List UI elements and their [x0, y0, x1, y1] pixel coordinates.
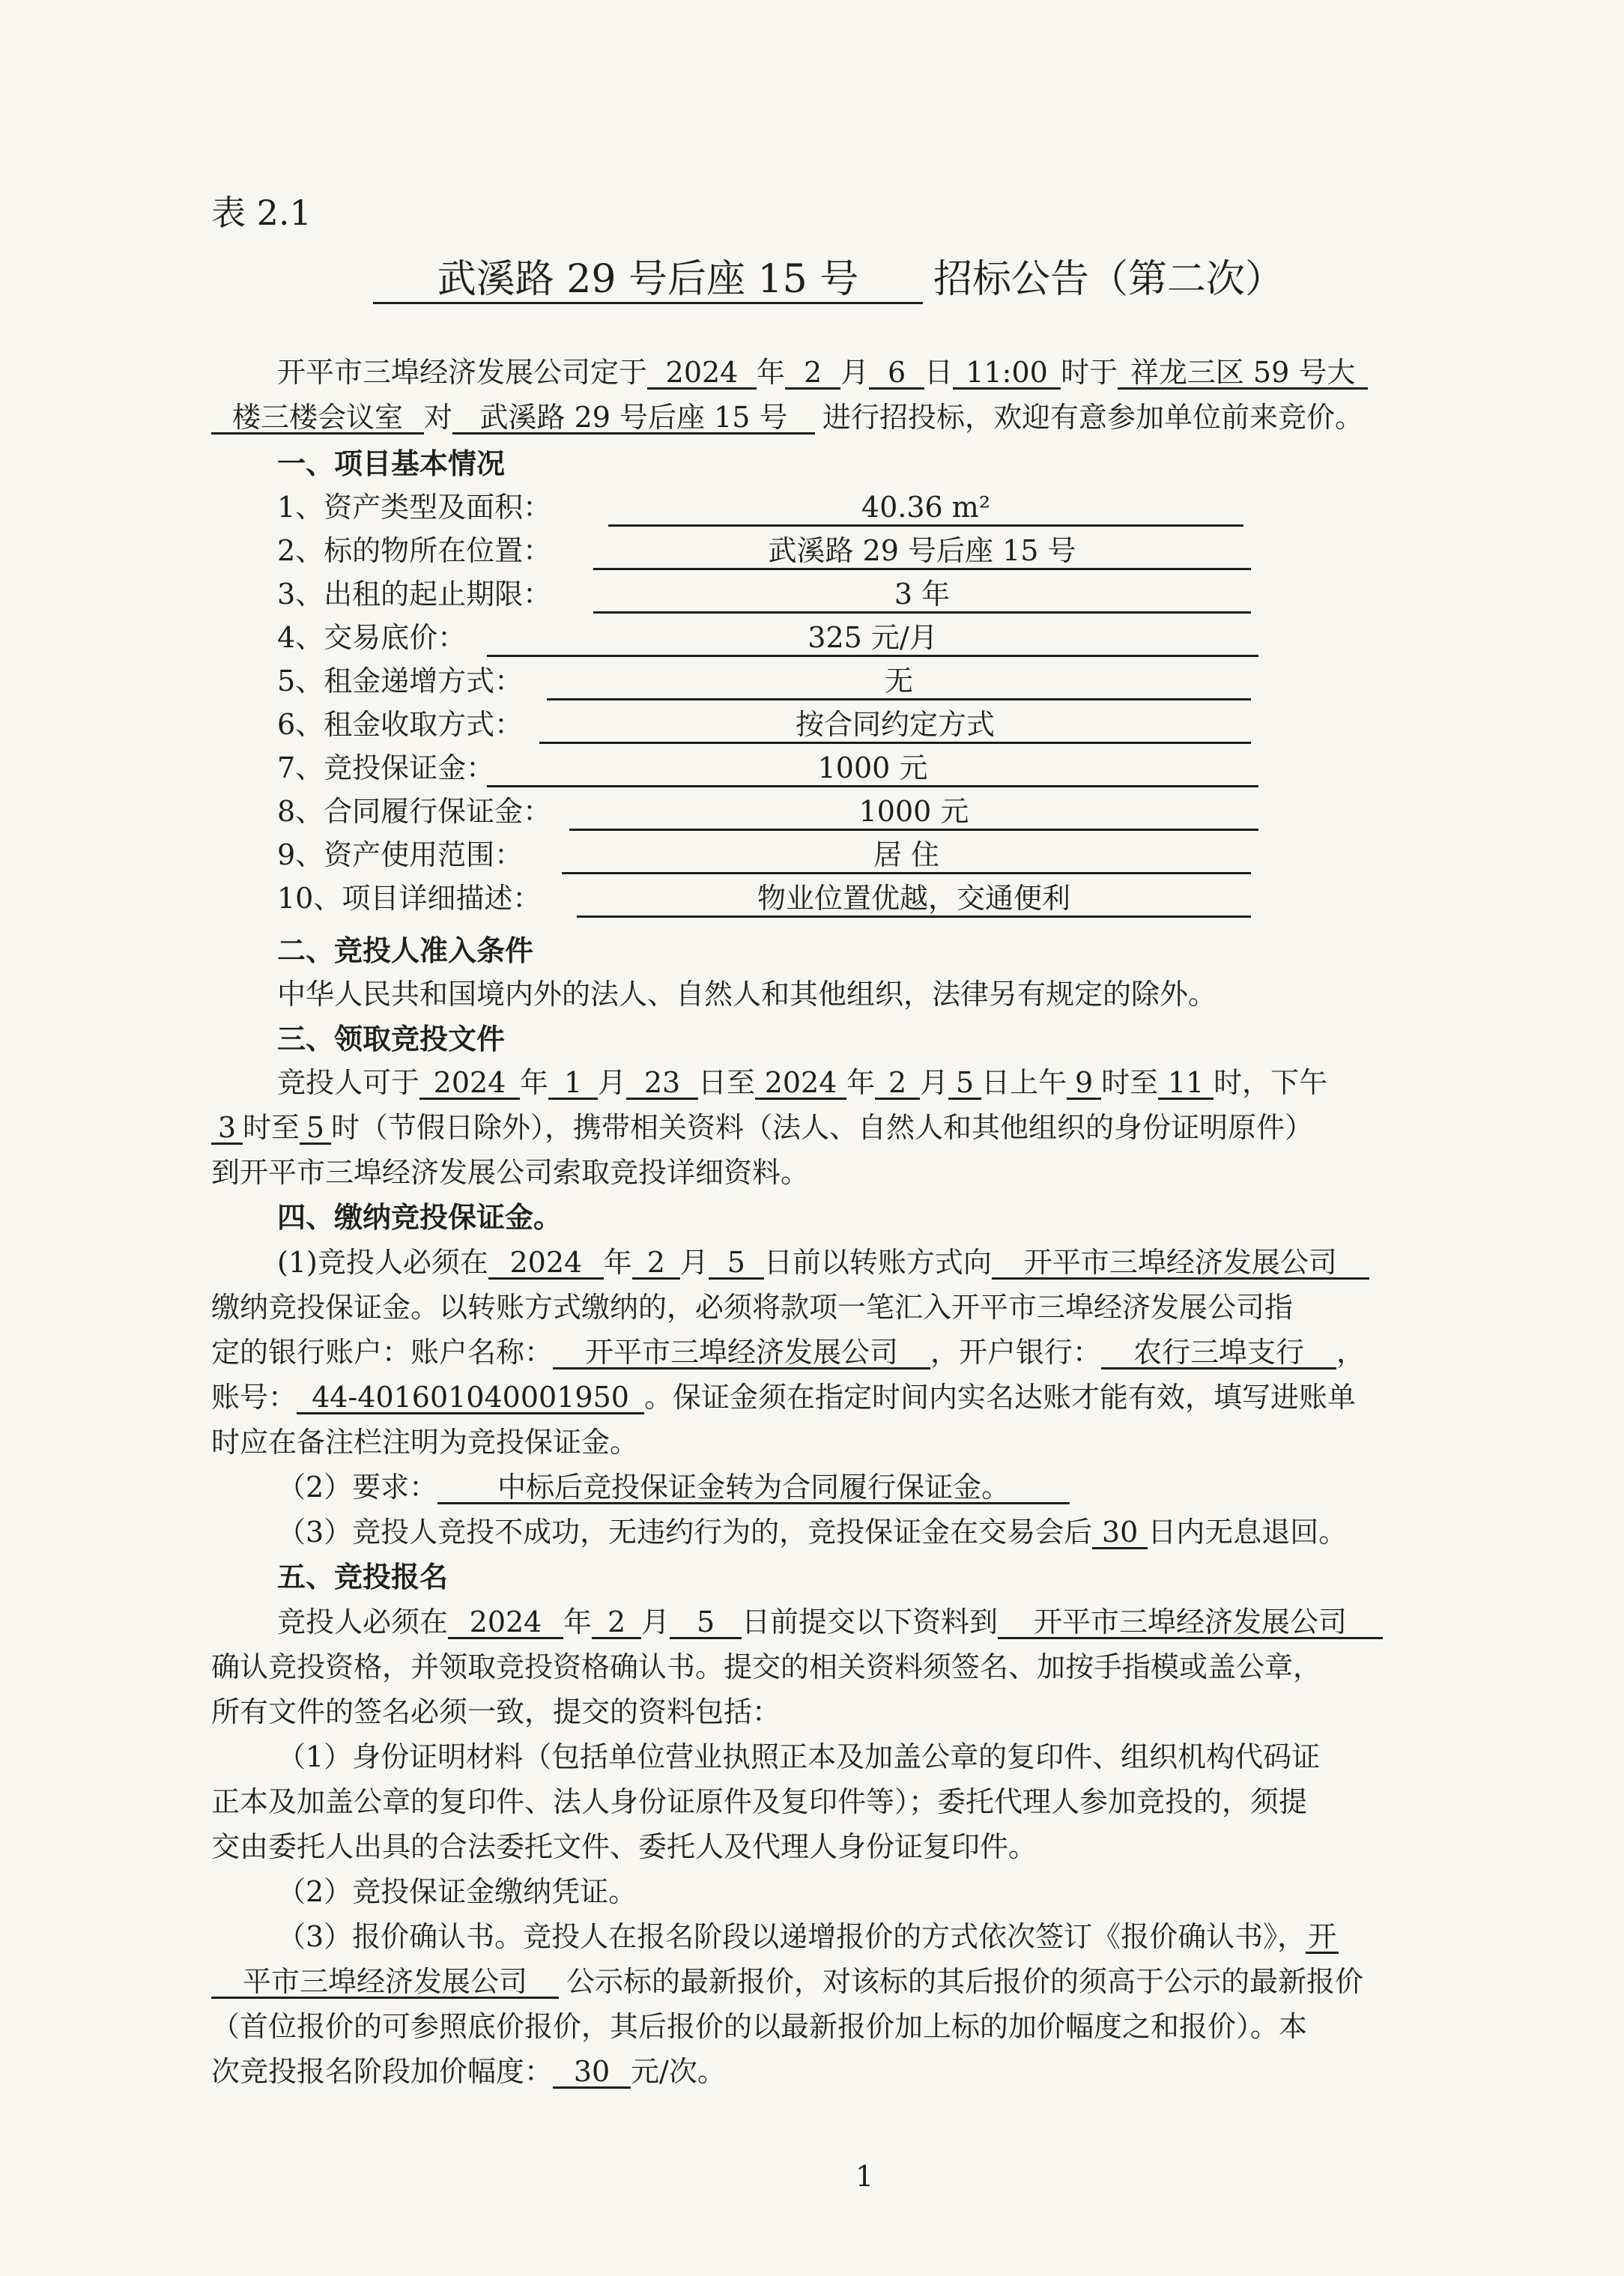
item-label: 7、竞投保证金：	[277, 751, 495, 784]
s4-text: 账号：	[211, 1381, 297, 1414]
item-value: 居 住	[562, 838, 1251, 874]
intro-month: 2	[785, 357, 840, 390]
intro-day: 6	[869, 357, 924, 390]
s3-day-1: 23	[626, 1068, 698, 1100]
s5-3-text: （3）报价确认书。竞投人在报名阶段以递增报价的方式依次签订《报价确认书》，	[277, 1920, 1306, 1953]
section-5-item-3-line-3: （首位报价的可参照底价报价，其后报价的以最新报价加上标的加价幅度之和报价）。本	[211, 2010, 1308, 2043]
s5-text: 竞投人必须在	[277, 1605, 449, 1638]
account-number: 44-401601040001950	[297, 1382, 644, 1414]
section-4-p1-line-1	[277, 1244, 1369, 1281]
section-5-item-1-line-1: （1）身份证明材料（包括单位营业执照正本及加盖公章的复印件、组织机构代码证	[277, 1740, 1321, 1773]
title-suffix: 招标公告（第二次）	[933, 257, 1285, 302]
s4-text: 月	[679, 1246, 709, 1279]
s4-text: ，	[1336, 1336, 1366, 1369]
s4-text: 年	[603, 1246, 632, 1279]
item-value: 物业位置优越，交通便利	[577, 881, 1251, 918]
s3-text: 年	[520, 1066, 549, 1099]
item-value: 武溪路 29 号后座 15 号	[593, 533, 1251, 570]
s5-3-text: 次竞投报名阶段加价幅度：	[211, 2055, 554, 2088]
s4-year: 2024	[488, 1247, 604, 1280]
s3-text: 日上午	[981, 1066, 1067, 1099]
s4-text: 。保证金须在指定时间内实名达账才能有效，填写进账单	[644, 1381, 1357, 1414]
bank-name: 农行三埠支行	[1101, 1337, 1336, 1369]
item-value: 1000 元	[487, 751, 1258, 787]
s3-day-2: 5	[948, 1068, 981, 1100]
s3-text: 时至	[243, 1111, 300, 1144]
s4-p2-requirement: 中标后竞投保证金转为合同履行保证金。	[437, 1472, 1070, 1504]
intro-year: 2024	[647, 357, 757, 390]
intro-place-1: 祥龙三区 59 号大	[1118, 357, 1368, 390]
page-number: 1	[855, 2160, 874, 2193]
s5-company: 开平市三埠经济发展公司	[998, 1607, 1383, 1639]
item-value: 无	[547, 664, 1251, 700]
intro-target: 武溪路 29 号后座 15 号	[452, 402, 815, 435]
page-title	[373, 253, 1284, 306]
s3-month-2: 2	[875, 1068, 920, 1100]
section-5-heading: 五、竞投报名	[277, 1560, 449, 1593]
section-3-heading: 三、领取竞投文件	[277, 1022, 506, 1056]
title-project: 武溪路 29 号后座 15 号	[373, 257, 923, 304]
s4-text: （3）竞投人竞投不成功，无违约行为的，竞投保证金在交易会后	[277, 1516, 1093, 1549]
account-name: 开平市三埠经济发展公司	[553, 1337, 930, 1369]
section-5-item-1-line-3: 交由委托人出具的合法委托文件、委托人及代理人身份证复印件。	[211, 1830, 1037, 1863]
intro-line-1	[277, 354, 1368, 391]
s4-text: (1)竞投人必须在	[277, 1246, 488, 1279]
section-4-p1-line-4	[211, 1378, 1356, 1416]
section-1-heading: 一、项目基本情况	[277, 447, 506, 480]
s3-year-1: 2024	[419, 1068, 520, 1100]
s3-text: 时，下午	[1214, 1066, 1328, 1099]
item-label: 8、合同履行保证金：	[277, 795, 552, 828]
s3-hour-4: 5	[300, 1113, 331, 1145]
item-label: 9、资产使用范围：	[277, 838, 524, 871]
section-5-item-3-line-1	[277, 1918, 1339, 1955]
s3-text: 时至	[1101, 1066, 1159, 1099]
s3-year-2: 2024	[755, 1068, 846, 1100]
price-increment: 30	[553, 2056, 631, 2089]
intro-place-2: 楼三楼会议室	[211, 402, 424, 435]
section-4-p1-line-2: 缴纳竞投保证金。以转账方式缴纳的，必须将款项一笔汇入开平市三埠经济发展公司指	[211, 1291, 1294, 1324]
s5-text: 年	[563, 1605, 593, 1638]
section-3-line-1	[277, 1064, 1327, 1101]
item-label: 10、项目详细描述：	[277, 882, 542, 915]
item-value: 按合同约定方式	[539, 707, 1251, 744]
section-5-line-2: 确认竞投资格，并领取竞投资格确认书。提交的相关资料须签名、加按手指模或盖公章，	[211, 1650, 1322, 1683]
s5-text: 日前提交以下资料到	[742, 1605, 999, 1638]
s3-text: 月	[920, 1066, 949, 1099]
s4-month: 2	[632, 1247, 680, 1280]
item-label: 5、租金递增方式：	[277, 665, 524, 697]
section-5-line-1	[277, 1603, 1383, 1641]
section-5-item-3-line-2	[211, 1963, 1363, 2000]
intro-tail: 进行招投标，欢迎有意参加单位前来竞价。	[822, 401, 1364, 434]
s4-text: 日前以转账方式向	[763, 1246, 992, 1279]
s3-text: 竞投人可于	[277, 1066, 420, 1099]
s4-p2-label: （2）要求：	[277, 1471, 438, 1504]
intro-time: 11:00	[953, 357, 1061, 390]
item-value: 40.36 m²	[608, 490, 1243, 527]
item-label: 2、标的物所在位置：	[277, 534, 552, 567]
intro-text: 开平市三埠经济发展公司定于	[277, 356, 648, 389]
intro-dui: 对	[424, 401, 453, 434]
item-label: 6、租金收取方式：	[277, 708, 524, 741]
section-5-line-3: 所有文件的签名必须一致，提交的资料包括：	[211, 1695, 781, 1728]
s3-text: 月	[598, 1066, 627, 1099]
section-5-item-2: （2）竞投保证金缴纳凭证。	[277, 1875, 637, 1908]
section-4-p1-line-5: 时应在备注栏注明为竞投保证金。	[211, 1426, 639, 1459]
section-2-heading: 二、竞投人准入条件	[277, 933, 534, 967]
s5-3-text: 公示标的最新报价，对该标的其后报价的须高于公示的最新报价	[566, 1965, 1364, 1998]
intro-d: 日	[924, 356, 954, 389]
section-4-p3	[277, 1513, 1347, 1551]
s5-3-company-end: 平市三埠经济发展公司	[211, 1967, 559, 1999]
s5-day: 5	[670, 1607, 742, 1639]
section-5-item-3-line-4	[211, 2053, 726, 2090]
s3-hour-3: 3	[211, 1113, 243, 1145]
section-4-heading: 四、缴纳竞投保证金。	[277, 1200, 563, 1234]
s5-text: 月	[641, 1605, 670, 1638]
refund-days: 30	[1092, 1517, 1148, 1549]
intro-at: 时于	[1061, 356, 1118, 389]
s5-3-text: 元/次。	[631, 2055, 726, 2088]
section-3-line-2	[211, 1109, 1313, 1146]
intro-y: 年	[757, 356, 786, 389]
s3-text: 日至	[698, 1066, 756, 1099]
intro-m: 月	[840, 356, 870, 389]
s3-text: 时（节假日除外），携带相关资料（法人、自然人和其他组织的身份证明原件）	[331, 1111, 1314, 1144]
s3-hour-1: 9	[1067, 1068, 1101, 1100]
intro-line-2	[211, 399, 1363, 436]
section-2-text: 中华人民共和国境内外的法人、自然人和其他组织，法律另有规定的除外。	[277, 978, 1217, 1011]
item-value: 1000 元	[569, 794, 1258, 831]
item-value: 325 元/月	[487, 620, 1258, 657]
item-label: 1、资产类型及面积：	[277, 491, 552, 524]
s4-company: 开平市三埠经济发展公司	[992, 1247, 1369, 1280]
s3-hour-2: 11	[1158, 1068, 1214, 1100]
s3-text: 年	[846, 1066, 876, 1099]
section-4-p1-line-3	[211, 1334, 1365, 1371]
s4-text: 定的银行账户：账户名称：	[211, 1336, 554, 1369]
s5-year: 2024	[448, 1607, 563, 1639]
item-value: 3 年	[593, 577, 1251, 614]
item-label: 4、交易底价：	[277, 621, 467, 654]
s4-text: ，开户银行：	[930, 1336, 1102, 1369]
table-number: 表 2.1	[211, 193, 312, 233]
s4-day: 5	[709, 1247, 764, 1280]
section-4-p2	[277, 1468, 1070, 1506]
s4-text: 日内无息退回。	[1148, 1516, 1348, 1549]
s3-month-1: 1	[548, 1068, 598, 1100]
s5-month: 2	[592, 1607, 641, 1639]
section-5-item-1-line-2: 正本及加盖公章的复印件、法人身份证原件及复印件等）；委托代理人参加竞投的，须提	[211, 1785, 1308, 1818]
item-label: 3、出租的起止期限：	[277, 578, 552, 611]
section-3-line-3: 到开平市三埠经济发展公司索取竞投详细资料。	[211, 1156, 810, 1189]
s5-3-company-start: 开	[1306, 1922, 1339, 1954]
